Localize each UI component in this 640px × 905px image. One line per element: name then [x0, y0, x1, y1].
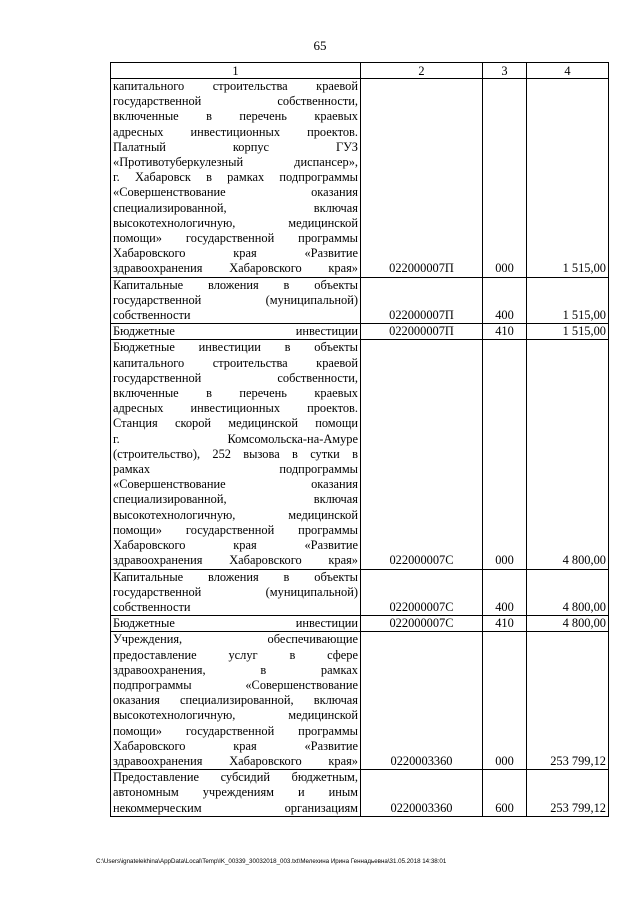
table-body [111, 79, 609, 817]
row-target-code: 022000007С [361, 616, 483, 632]
table-row [111, 324, 609, 340]
description-line: (строительство), 252 вызова в сутки в [113, 446, 358, 461]
row-target-code: 022000007С [361, 340, 483, 569]
description-line: Бюджетные инвестиции [113, 616, 358, 631]
table-row [111, 277, 609, 324]
row-amount: 253 799,12 [527, 770, 609, 817]
table-row [111, 770, 609, 817]
row-target-code: 022000007П [361, 277, 483, 324]
page-number: 65 [313, 38, 327, 53]
row-amount: 4 800,00 [527, 616, 609, 632]
row-amount: 1 515,00 [527, 79, 609, 278]
description-line: государственной (муниципальной) [113, 584, 358, 599]
description-line: капитального строительства краевой [113, 79, 358, 93]
description-line: Капитальные вложения в объекты [113, 569, 358, 584]
description-line: помощи» государственной программы [113, 522, 358, 537]
row-description [111, 277, 361, 324]
description-line: автономным учреждениям и иным [113, 785, 358, 800]
description-line: г. Комсомольска-на-Амуре [113, 431, 358, 446]
description-line: Хабаровского края «Развитие [113, 738, 358, 753]
description-line: некоммерческим организациям [113, 800, 358, 815]
column-header-description: 1 [111, 63, 361, 79]
description-line: высокотехнологичную, медицинской [113, 215, 358, 230]
row-amount: 1 515,00 [527, 324, 609, 340]
column-header-type: 3 [483, 63, 527, 79]
description-line: подпрограммы «Совершенствование [113, 677, 358, 692]
description-line: Хабаровского края «Развитие [113, 246, 358, 261]
row-expense-type: 000 [483, 632, 527, 770]
description-line: г. Хабаровск в рамках подпрограммы [113, 170, 358, 185]
description-line: специализированной, включая [113, 492, 358, 507]
row-expense-type: 600 [483, 770, 527, 817]
row-target-code: 0220003360 [361, 632, 483, 770]
description-line: «Совершенствование оказания [113, 477, 358, 492]
row-description [111, 770, 361, 817]
row-description [111, 616, 361, 632]
description-line: Палатный корпус ГУЗ [113, 139, 358, 154]
row-amount: 253 799,12 [527, 632, 609, 770]
table-row [111, 340, 609, 569]
row-expense-type: 410 [483, 324, 527, 340]
row-description [111, 324, 361, 340]
table-row [111, 632, 609, 770]
row-description [111, 79, 361, 278]
table-row [111, 79, 609, 278]
description-line: Бюджетные инвестиции [113, 324, 358, 339]
row-target-code: 0220003360 [361, 770, 483, 817]
description-line: высокотехнологичную, медицинской [113, 708, 358, 723]
description-line: здравоохранения Хабаровского края» [113, 261, 358, 276]
row-target-code: 022000007С [361, 569, 483, 616]
description-line: Станция скорой медицинской помощи [113, 416, 358, 431]
description-line: помощи» государственной программы [113, 723, 358, 738]
description-line: здравоохранения Хабаровского края» [113, 553, 358, 568]
description-line: государственной собственности, [113, 94, 358, 109]
row-target-code: 022000007П [361, 324, 483, 340]
table-header-row [111, 63, 609, 79]
file-path-footer: C:\Users\ignatelekhina\AppData\Local\Temp\IK_00339_30032018_003.txt\Мелехина Ирина Геннадьевна\31.05.2018 14:38:01 [96, 858, 447, 865]
description-line: капитального строительства краевой [113, 355, 358, 370]
description-line: включенные в перечень краевых [113, 386, 358, 401]
description-line: собственности [113, 308, 191, 323]
description-line: Учреждения, обеспечивающие [113, 632, 358, 647]
budget-table [110, 62, 609, 817]
description-line: Капитальные вложения в объекты [113, 277, 358, 292]
description-line: адресных инвестиционных проектов. [113, 401, 358, 416]
table-row [111, 616, 609, 632]
description-line: Бюджетные инвестиции в объекты [113, 340, 358, 355]
description-line: «Совершенствование оказания [113, 185, 358, 200]
description-line: адресных инвестиционных проектов. [113, 124, 358, 139]
description-line: собственности [113, 599, 191, 614]
description-line: помощи» государственной программы [113, 231, 358, 246]
description-line: «Противотуберкулезный диспансер», [113, 155, 358, 170]
row-expense-type: 400 [483, 569, 527, 616]
description-line: государственной собственности, [113, 370, 358, 385]
row-description [111, 569, 361, 616]
row-expense-type: 400 [483, 277, 527, 324]
column-header-code: 2 [361, 63, 483, 79]
description-line: Предоставление субсидий бюджетным, [113, 770, 358, 785]
description-line: оказания специализированной, включая [113, 693, 358, 708]
description-line: государственной (муниципальной) [113, 292, 358, 307]
description-line: высокотехнологичную, медицинской [113, 507, 358, 522]
description-line: здравоохранения Хабаровского края» [113, 753, 358, 768]
description-line: здравоохранения, в рамках [113, 662, 358, 677]
row-target-code: 022000007П [361, 79, 483, 278]
row-expense-type: 410 [483, 616, 527, 632]
row-amount: 1 515,00 [527, 277, 609, 324]
column-header-amount: 4 [527, 63, 609, 79]
row-expense-type: 000 [483, 79, 527, 278]
row-amount: 4 800,00 [527, 340, 609, 569]
row-description [111, 340, 361, 569]
row-amount: 4 800,00 [527, 569, 609, 616]
table-row [111, 569, 609, 616]
description-line: включенные в перечень краевых [113, 109, 358, 124]
row-expense-type: 000 [483, 340, 527, 569]
description-line: предоставление услуг в сфере [113, 647, 358, 662]
row-description [111, 632, 361, 770]
description-line: специализированной, включая [113, 200, 358, 215]
description-line: Хабаровского края «Развитие [113, 538, 358, 553]
description-line: рамках подпрограммы [113, 462, 358, 477]
